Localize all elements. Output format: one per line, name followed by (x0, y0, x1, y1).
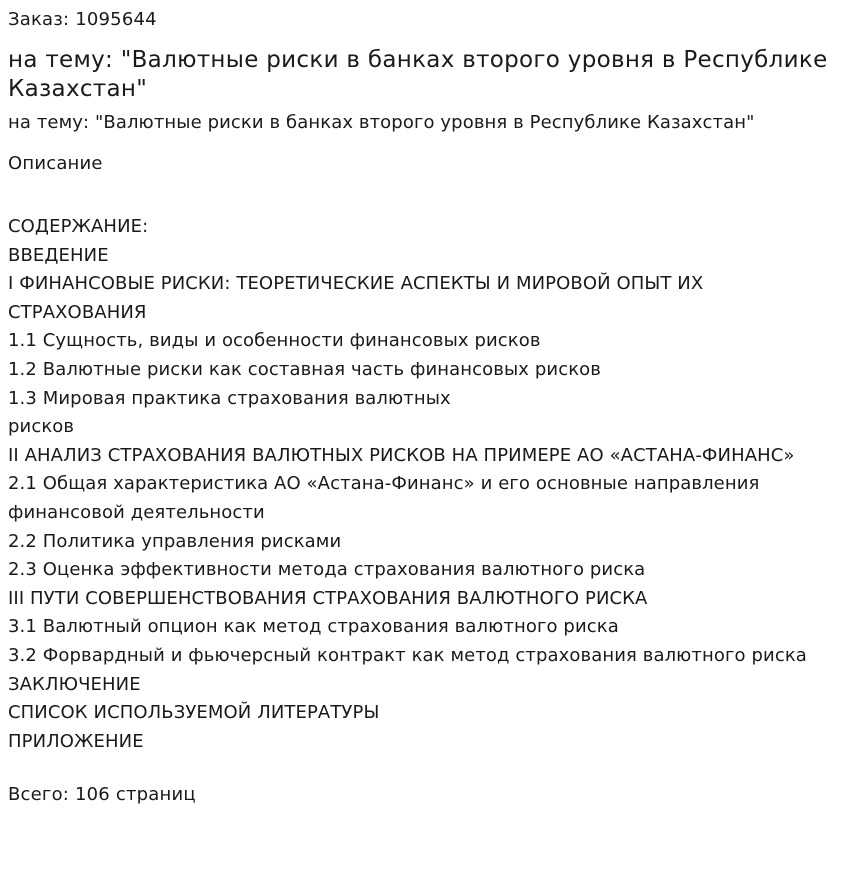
toc-item-1-3: 1.3 Мировая практика страхования валютных (8, 387, 451, 409)
order-number: Заказ: 1095644 (8, 9, 157, 30)
page-subtitle: на тему: "Валютные риски в банках второго уровня в Республике Казахстан" (8, 112, 755, 133)
toc-item-introduction: ВВЕДЕНИЕ (8, 244, 109, 266)
page-title: на тему: "Валютные риски в банках второго уровня в Республике Казахстан" (8, 47, 828, 102)
toc-item-2-2: 2.2 Политика управления рисками (8, 530, 342, 552)
toc-item-conclusion: ЗАКЛЮЧЕНИЕ (8, 673, 141, 695)
toc-item-2-1: 2.1 Общая характеристика АО «Астана-Финанс» и его основные направления финансовой деятельности (8, 473, 760, 523)
toc-item-1-1: 1.1 Сущность, виды и особенности финансовых рисков (8, 330, 541, 352)
toc-item-chapter-2: II АНАЛИЗ СТРАХОВАНИЯ ВАЛЮТНЫХ РИСКОВ НА ПРИМЕРЕ АО «АСТАНА-ФИНАНС» (8, 444, 795, 466)
toc-item-bibliography: СПИСОК ИСПОЛЬЗУЕМОЙ ЛИТЕРАТУРЫ (8, 702, 380, 724)
toc-item-chapter-3: III ПУТИ СОВЕРШЕНСТВОВАНИЯ СТРАХОВАНИЯ ВАЛЮТНОГО РИСКА (8, 587, 648, 609)
toc-heading: СОДЕРЖАНИЕ: (8, 216, 149, 237)
total-pages: Всего: 106 страниц (8, 784, 196, 806)
toc-item-chapter-1: I ФИНАНСОВЫЕ РИСКИ: ТЕОРЕТИЧЕСКИЕ АСПЕКТЫ И МИРОВОЙ ОПЫТ ИХ СТРАХОВАНИЯ (8, 273, 704, 323)
toc-item-3-2: 3.2 Форвардный и фьючерсный контракт как метод страхования валютного риска (8, 644, 807, 666)
description-heading: Описание (8, 153, 103, 174)
toc-item-1-3-continuation: рисков (8, 416, 75, 438)
toc-item-1-2: 1.2 Валютные риски как составная часть финансовых рисков (8, 358, 601, 380)
table-of-contents (8, 213, 839, 756)
toc-item-appendix: ПРИЛОЖЕНИЕ (8, 730, 144, 752)
toc-item-2-3: 2.3 Оценка эффективности метода страхования валютного риска (8, 559, 646, 581)
toc-item-3-1: 3.1 Валютный опцион как метод страхования валютного риска (8, 616, 619, 638)
